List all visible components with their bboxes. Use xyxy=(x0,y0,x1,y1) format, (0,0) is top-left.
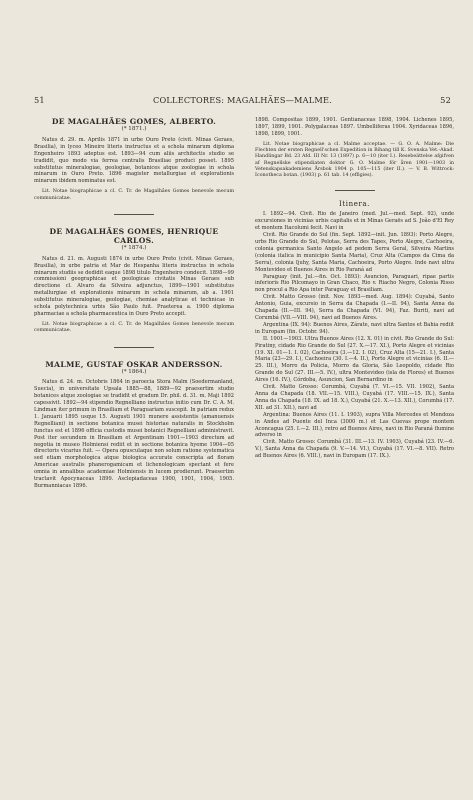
entry-title: MALME, GUSTAF OSKAR ANDERSSON. xyxy=(45,359,223,369)
itinera-heading: Itinera. xyxy=(338,199,370,208)
entry-continuation: 1898. Compositas 1899, 1901. Gentianaceas 1898, 1904. Lichenes 1895, 1897, 1899, 1901. Polygalaceas 1897. Umbelliferas 1904. Xyridaceas 1896, 1898, 1899, 1901. xyxy=(255,117,454,137)
itinerary-paragraph: Argentina (IX. 94): Buenos Aires, Zárate, navi ultra Santos et Bahia rediit in Europam (fin. Octobr. 94). xyxy=(255,321,454,335)
itinerary-paragraph: Civit. Matto Grosso: Corumbá (31. III.—13. IV. 1903), Cuyabá (23. IV.—6. V.), Santa Anna da Chapada (9. V.—14. VI.), Cuyabá (17. VI.—8. VII). Retro ad Buenos Aires (6. VIII.), navi in Europam (17. IX.). xyxy=(255,439,454,460)
itinerary-paragraph: II. 1901—1903. Ultra Buenos Aires (12. X. 01) in civit. Rio Grande do Sul: Piratiny, cidade Rio Grande do Sul (27. X.—17. XI.), Porto Alegre et vicinias (19. XI. 01—1. I. 02), Cachoeira (3.—12. I. 02), Cruz Alta (15—21. I.), Santa Maria (23—29. I.), Cachoeira (30. I.—4. II.), Porto Alegre et vicinias (6. II.—25. III.), Morro da Policia, Morro da Gloria, São Leopoldo, cidade Rio Grande do Sul (27. III.—5. IV.), ultra Montevideo (isla de Flores) et Buenos Aires (16. IV.), Córdoba, Asuncion, San Bernardino in xyxy=(255,335,454,384)
running-title: COLLECTORES: MAGALHÃES—MALME. xyxy=(153,95,332,105)
entry-body: Natus d. 24. m. Octobris 1864 in paroecia Stora Malm (Soedermanland, Suecia), in universitate Upsala 1885—88, 1889—92 praesertim studio botanices atque zoologiae se tradidit et gradum Dr. phil. d. 31. m. Maji 1892 capessivit. 1892—94 stipendio Regnelliano instructus initio cum Dr. C. A. M. Lindman iter primum in Brasiliam et Paraguariam suscepit. In patriam redux 1. Januarii 1895 usque 15. Augusti 1901 munere assistentis (amanuensis Regnelliani) in sectione botanica musei historiae naturalis in Stockholm functus est et 1896 officia custodis musei botanici Regnelliani administravit. Post iter secundum in Brasiliam et Argentinam 1901—1903 directum ad negotia in museo Holmiensi rediit et in sectione botanica hyeme 1904—05 directoris vicarius fuit. — Opera opusculaque non solum ratione systematica sed etiam morphologica atque biologica accurate conscripta ad floram Americae australis phanerogamicam et lichenologicam spectant et fere omnia in annalibus academiae Holmiensis in lucem prodierunt. Praesertim tractavit Apocynaceas 1899. Asclepiadaceas 1900, 1901, 1904, 1905. Burmanniacas 1896. xyxy=(34,379,234,489)
page-number-left: 51 xyxy=(34,95,45,105)
itinerary-paragraph: Civit. Matto Grosso (init. Nov. 1893—med. Aug. 1894): Cuyabá, Santo Antonio, Guia, excursio in Serra da Chapada (I.—II. 94), Santa Anna da Chapada (II.—III. 94), Serra da Chapada (VI. 94), Faz. Buriti, navi ad Corumbá (VII.—VIII. 94), navi ad Buenos Aires. xyxy=(255,294,454,321)
itinerary-paragraph: I. 1892—94. Civit. Rio de Janeiro (med. Jul.—med. Sept. 92), unde excursiones in vicinias urbis capitalis et in Minas Geraës ad S. João d'El Rey et montem Itacolumi fecit. Navi in xyxy=(255,211,454,232)
itinerary-paragraph: Paraguay (init. Jul.—fin. Oct. 1893): Asuncion, Paraguari, ripae partis inferioris Rio Pilcomayo in Gran Chaco, Rio v. Riacho Negro, Colonia Risso non procul a Rio Apa inter Paraguay et Brasiliam. xyxy=(255,273,454,294)
entry-years: (* 1874.) xyxy=(121,244,147,251)
running-header xyxy=(34,95,451,105)
left-column xyxy=(34,117,234,490)
entry-years: (* 1864.) xyxy=(121,368,147,375)
itinerary-paragraph: Argentina: Buenos Aires (11. I. 1903), supra Villa Mercedes et Mendoza in Andes ad Puente del Inca (3000 m.) et Las Cuevas prope montem Aconcagua (25. I.—2. III.), retro ad Buenos Aires, navi in Rio Paraná flumine adverso in xyxy=(255,411,454,439)
section-divider xyxy=(114,347,154,348)
entry-henrique xyxy=(34,227,234,335)
entry-title: DE MAGALHÃES GOMES, ALBERTO. xyxy=(51,117,217,126)
itinerary-paragraph: Civit. Matto Grosso: Corumbá, Cuyabá (7. VI.—15. VII. 1902), Santa Anna da Chapada (18. VII.—15. VIII.), Cuyabá (17. VIII.—15. IX.), Santa Anna da Chapada (18. IX. ad 18. X.), Cuyabá (21. X.—13. XII.), Corumbá (17. XII. ad 31. XII.), navi ad xyxy=(255,384,454,411)
entry-malme xyxy=(34,360,234,490)
page-number-right: 52 xyxy=(440,95,451,105)
entry-body: Natus d. 21. m. Augusti 1874 in urbe Ouro Preto (civit. Minas Geraes, Brasilia), in urbe patria et Mar de Hespanha literis instructus in schola minarum studiis se dedidit eaque 1898 titulo Engenheiro condecit. 1898—99 commissioni geographicae et geologicae civitatis Minas Geraes sub directione cl. Alvaro da Silveira adjunctus, 1899—1901 substitutus metallurgiae et explorationis minarum in schola minarum, ab a. 1901 substitutus mineralogiae, geologiae, chemiae analyticae et technicae in schola polytechnica urbis São Paulo fuit. Praeterea a. 1900 diploma pharmaciae a schola pharmaceutica in Ouro Preto accepit. xyxy=(34,255,234,317)
itinera-list xyxy=(255,211,454,460)
entry-alberto xyxy=(34,117,234,202)
itinerary-paragraph: Civit. Rio Grande do Sul (fin. Sept. 1892—init. Jun. 1893): Porto Alegre, urbs Rio Grande do Sul, Pelotas, Serra des Tapes, Porto Alegre, Cachoeira, colonia germanica Santo Angelo ad pedem Serra Geral, Silveira Martins (colonia italica in municipio Santa Maria), Cruz Alta (Campos da Cima da Serra), colonia Ijuhy, Santa Maria, Cachoeira, Porto Alegre. Inde navi ultra Montevideo et Buenos Aires in Rio Paraná ad xyxy=(255,232,454,273)
entry-years: (* 1871.) xyxy=(121,126,147,132)
entry-literature: Lit. Notae biographicae a cl. Malme acceptae. — G. O. A. Malme: Die Flechten der ersten Regnell'schen Expedition in Bihang till K. Svenska Vet.-Akad. Handlingar Bd. 23 Afd. III Nr. 13 (1897) p. 6—10 (iter I.). Resebeättelse afgifven af Regnellske stipendiaten doktor G. O. Malme för åren 1901—1903 in Vetenskapsakademiens Årsbok 1904 p. 105—115 (iter II.). — V. B. Wittrock: Iconotheca botan. (1903) p. 61 tab. 14 (effigies). xyxy=(255,141,454,179)
right-column xyxy=(255,117,454,460)
section-divider xyxy=(114,214,154,215)
entry-body: Natus d. 29. m. Aprilis 1871 in urbe Ouro Preto (civit. Minas Geraes, Brasilia), in lyceo Mineiro literis instructus et a schola minarum diploma Engenheiro 1893 adeptus est. 1893—94 cum aliis architectis studio se tradidit, quo modo via ferrea centralis Brasiliae produci posset. 1895 substitutus mineralogiae, geologiae, botanices atque zoologiae in schola minarum in Ouro Preto. 1896 magister metallurgiae et explorationis minarum ibidem nominatus est. xyxy=(34,136,234,185)
entry-literature: Lit. Notae biographicae a cl. C. Tr. de Magalhães Gomes benevole mecum communicatae. xyxy=(34,189,234,201)
section-divider xyxy=(335,190,375,191)
entry-literature: Lit. Notae biographicae a cl. C. Tr. de Magalhães Gomes benevole mecum communicatae. xyxy=(34,321,234,334)
entry-title: DE MAGALHÃES GOMES, HENRIQUE CARLOS. xyxy=(49,226,219,245)
